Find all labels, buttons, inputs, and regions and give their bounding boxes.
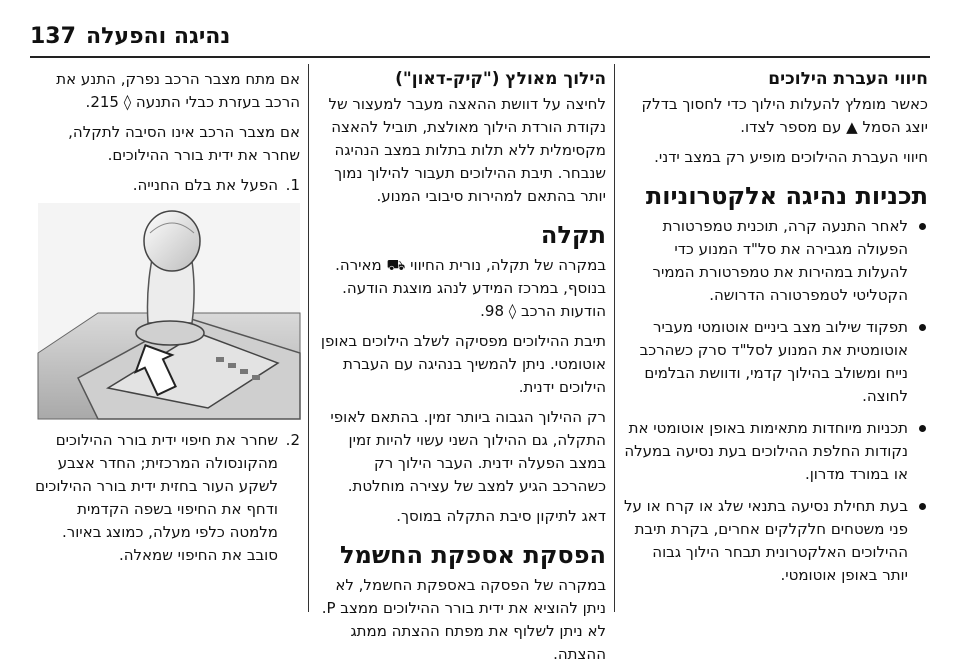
paragraph: דאג לתיקון סיבת התקלה במוסך.	[396, 507, 606, 525]
section-title-electronic-programs: תכניות נהיגה אלקטרוניות	[645, 182, 928, 210]
list-item: לאחר התנעה קרה, תוכנית טמפרטורת הפעולה מגבירה את סל"ד המנוע כדי להעלות במהירות את טמפרטורת הממיר הקטליטי לטמפרטורה הדרושה.	[622, 215, 908, 307]
step-text: הפעל את בלם החנייה.	[132, 176, 278, 194]
step-number: 1.	[285, 176, 300, 194]
section-title-shift-indicator: חיווי העברת הילוכים	[768, 69, 928, 89]
list-item: תכניות מיוחדות מתאימות באופן אוטומטי את נקודות החלפת ההילוכים בעת נסיעה במעלה או במורד מדרון.	[622, 417, 908, 486]
paragraph: אם מצבר הרכב אינו הסיבה לתקלה, שחרר את ידית בורר ההילוכים.	[68, 123, 300, 164]
page-number: 137	[30, 24, 76, 49]
column-divider-left	[308, 64, 309, 612]
gear-selector-illustration	[38, 203, 300, 419]
column-right	[622, 68, 928, 620]
paragraph: לחיצה על דוושת ההאצה מעבר למעצור של נקודת הורדת הילוך מאולצת, תוביל להאצה מקסימלית ללא תלות בתלות במצב הנהיגה שנבחר. תיבת ההילוכים תעבור להילוך נמוך יותר בהתאם למהירות סיבובי המנוע.	[328, 95, 606, 205]
bullet-list	[622, 215, 928, 587]
page-header	[0, 0, 960, 54]
column-divider-right	[614, 64, 615, 612]
paragraph: אם מתח מצבר הרכב נפרק, התנע את הרכב בעזרת כבלי התנעה ◊ 215.	[56, 70, 300, 111]
list-item: בעת תחילת נסיעה בתנאי שלג או קרח או על פני משטחים חלקלקים אחרים, בקרת תיבת ההילוכים האלקטרונית תבחר הילוך גבוה יותר באופן אוטומטי.	[622, 495, 908, 587]
paragraph: במקרה של הפסקה באספקת החשמל, לא ניתן להוציא את ידית בורר ההילוכים ממצב P. לא ניתן לשלוף את מפתח ההצתה ממתג ההצתה.	[321, 576, 606, 663]
paragraph: רק ההילוך הגבוה ביותר זמין. בהתאם לאופי התקלה, גם ההילוך השני עשוי להיות זמין במצב הפעלה ידנית. העבר הילוך רק כשהרכב הגיע למצב של עצירה מוחלטת.	[330, 408, 606, 495]
gear-selector-drawing	[38, 203, 300, 419]
column-left	[30, 68, 300, 620]
paragraph: חיווי העברת ההילוכים מופיע רק במצב ידני.	[654, 148, 928, 166]
section-title-kickdown: הילוך מאולץ ("קיק-דאון")	[395, 69, 606, 89]
paragraph: במקרה של תקלה, נורית החיווי ⛟ מאירה. בנוסף, במרכז המידע לנהג מוצגת הודעה. הודעות הרכב ◊ 98.	[335, 256, 606, 320]
step-text: שחרר את חיפוי ידית בורר ההילוכים מהקונסולה המרכזית; החדר אצבע לשקע העור בחזית ידית בורר ההילוכים ודחף את החיפוי בשפה הקדמית מלמטה כלפי מעלה, כמוצג באיור. סובב את החיפוי שמאלה.	[35, 431, 278, 564]
column-middle	[316, 68, 606, 663]
step-item	[30, 429, 300, 567]
paragraph: תיבת ההילוכים מפסיקה לשלב הילוכים באופן אוטומטי. ניתן להמשיך בנהיגה עם העברת הילוכים ידנית.	[320, 332, 606, 396]
step-number: 2.	[285, 431, 300, 449]
paragraph: כאשר מומלץ להעלות הילוך כדי לחסוך בדלק יוצג הסמל ▲ עם מספר לצדו.	[641, 95, 928, 136]
list-item: תפקוד שילוב מצב ביניים אוטומטי מעביר אוטומטית את המנוע לסל"ד סרק כשהרכב נייח ומשולב בהילוך קדמי, ודוושת הבלמים לחוצה.	[622, 316, 908, 408]
running-title: נהיגה והפעלה	[86, 24, 231, 49]
section-title-power-interruption: הפסקת אספקת החשמל	[339, 541, 606, 569]
step-item	[30, 174, 300, 197]
header-rule	[30, 56, 930, 58]
section-title-fault: תקלה	[540, 221, 606, 249]
